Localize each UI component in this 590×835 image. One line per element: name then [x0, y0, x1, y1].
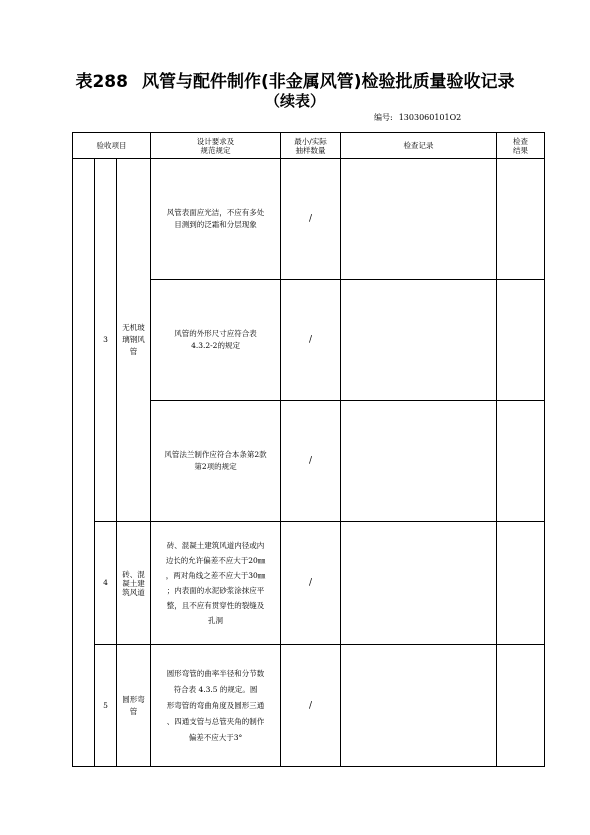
inspection-table [72, 132, 545, 767]
header-design: 设计要求及 规范规定 [151, 133, 281, 159]
table-row [73, 522, 545, 645]
record-cell[interactable] [341, 401, 497, 522]
table-row [73, 159, 545, 280]
continued-label: （续表） [264, 92, 325, 110]
code-label: 编号: [374, 113, 393, 122]
item-number: 5 [95, 645, 117, 767]
result-cell[interactable] [497, 645, 545, 767]
header-record: 检查记录 [341, 133, 497, 159]
blank-cell [73, 159, 95, 767]
item-name: 无机玻 璃钢风 管 [117, 159, 151, 522]
record-code [374, 113, 461, 123]
requirement-text: 风管的外形尺寸应符合表 4.3.2-2的规定 [151, 280, 281, 401]
record-cell[interactable] [341, 645, 497, 767]
header-item: 验收项目 [73, 133, 151, 159]
header-result: 检查 结果 [497, 133, 545, 159]
record-cell[interactable] [341, 159, 497, 280]
code-value: 1303060101O2 [398, 113, 462, 122]
result-cell[interactable] [497, 401, 545, 522]
record-cell[interactable] [341, 522, 497, 645]
requirement-text: 圆形弯管的曲率半径和分节数 符合表 4.3.5 的规定。圆 形弯管的弯曲角度及圆形三通 、四通支管与总管夹角的制作 偏差不应大于3° [151, 645, 281, 767]
result-cell[interactable] [497, 280, 545, 401]
requirement-text: 砖、混凝土建筑风道内径或内 边长的允许偏差不应大于20㎜ ，两对角线之差不应大于30㎜ ；内表面的水泥砂浆涂抹应平 整，且不应有贯穿性的裂缝及 孔洞 [151, 522, 281, 645]
header-row [73, 133, 545, 159]
sample-count: / [281, 522, 341, 645]
result-cell[interactable] [497, 159, 545, 280]
sample-count: / [281, 159, 341, 280]
requirement-text: 风管法兰制作应符合本条第2款 第2项的规定 [151, 401, 281, 522]
item-number: 4 [95, 522, 117, 645]
record-name: 风管与配件制作(非金属风管)检验批质量验收记录 [141, 72, 515, 92]
item-name: 圆形弯 管 [117, 645, 151, 767]
document-title [0, 72, 590, 92]
sample-count: / [281, 401, 341, 522]
result-cell[interactable] [497, 522, 545, 645]
item-number: 3 [95, 159, 117, 522]
sample-count: / [281, 645, 341, 767]
item-name: 砖、混 凝土建 筑风道 [117, 522, 151, 645]
requirement-text: 风管表面应光洁，不应有多处 目测到的泛霜和分层现象 [151, 159, 281, 280]
table-row [73, 645, 545, 767]
sample-count: / [281, 280, 341, 401]
table-number: 表288 [75, 72, 128, 92]
record-cell[interactable] [341, 280, 497, 401]
header-sample: 最小/实际 抽样数量 [281, 133, 341, 159]
